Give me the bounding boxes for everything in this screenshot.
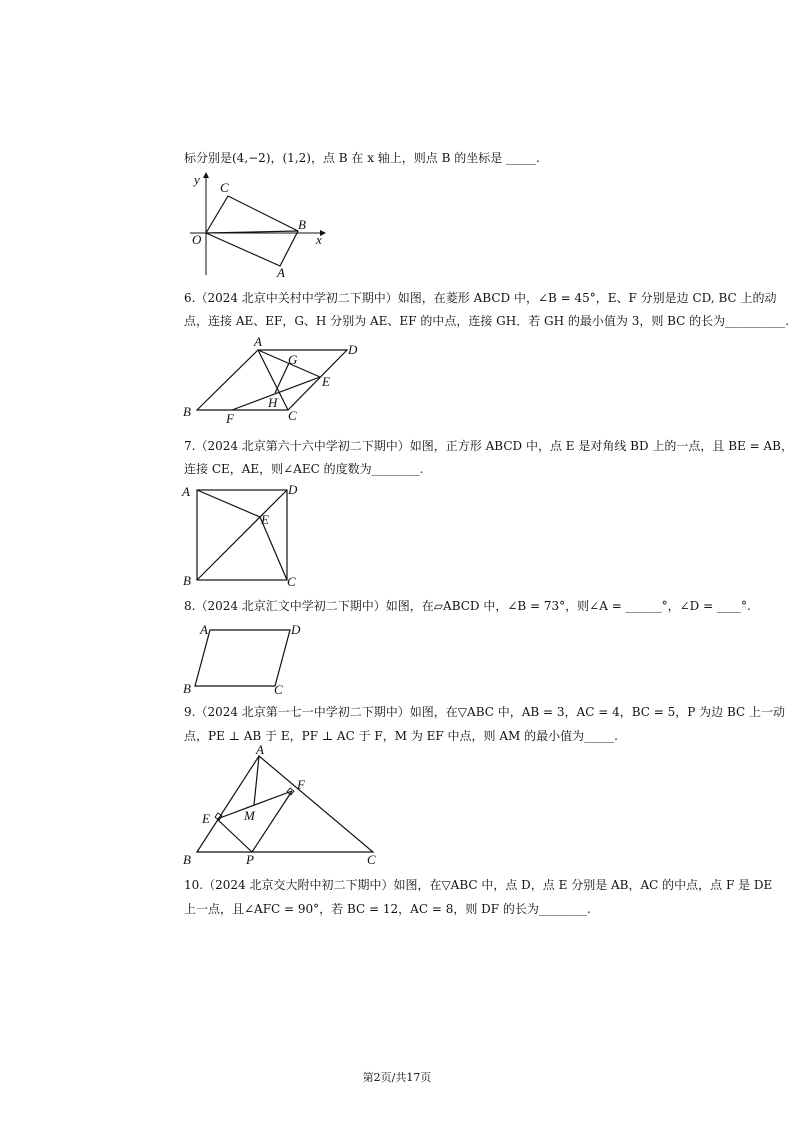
label-B: B bbox=[183, 573, 191, 588]
label-G: G bbox=[288, 352, 298, 367]
label-A: A bbox=[200, 622, 208, 637]
label-C: C bbox=[220, 180, 229, 195]
label-x: x bbox=[316, 232, 322, 247]
label-M: M bbox=[244, 808, 255, 823]
label-C: C bbox=[367, 852, 376, 867]
q7-line2: 连接 CE，AE，则∠AEC 的度数为________. bbox=[184, 462, 424, 476]
q9-line2: 点，PE ⊥ AB 于 E，PF ⊥ AC 于 F，M 为 EF 中点，则 AM 的最小值为_____. bbox=[184, 729, 618, 743]
label-C: C bbox=[288, 408, 297, 423]
q7-line1: 7.（2024 北京第六十六中学初二下期中）如图，正方形 ABCD 中，点 E 是对角线 BD 上的一点，且 BE = AB， bbox=[184, 439, 793, 453]
q5-figure bbox=[180, 170, 340, 280]
label-y: y bbox=[194, 172, 200, 187]
label-A: A bbox=[277, 265, 285, 280]
q10-line2: 上一点，且∠AFC = 90°，若 BC = 12，AC = 8，则 DF 的长为________. bbox=[184, 902, 591, 916]
label-D: D bbox=[291, 622, 301, 637]
q5-text: 标分别是(4,−2)，(1,2)，点 B 在 x 轴上，则点 B 的坐标是 _____. bbox=[184, 151, 540, 165]
label-A: A bbox=[254, 334, 262, 349]
label-C: C bbox=[274, 682, 283, 697]
label-B: B bbox=[183, 404, 191, 419]
q6-figure bbox=[180, 336, 380, 428]
label-P: P bbox=[246, 852, 254, 867]
label-A: A bbox=[182, 484, 190, 499]
q6-line2: 点，连接 AE、EF，G、H 分别为 AE、EF 的中点，连接 GH．若 GH 的最小值为 3，则 BC 的长为__________. bbox=[184, 314, 789, 328]
q10-line1: 10.（2024 北京交大附中初二下期中）如图，在▽ABC 中，点 D，点 E 分别是 AB，AC 的中点，点 F 是 DE bbox=[184, 878, 773, 892]
label-E: E bbox=[202, 811, 210, 826]
label-F: F bbox=[297, 777, 305, 792]
label-D: D bbox=[288, 482, 298, 497]
q8-line1: 8.（2024 北京汇文中学初二下期中）如图，在▱ABCD 中，∠B = 73°，则∠A = ______°，∠D = ____°. bbox=[184, 599, 751, 613]
label-H: H bbox=[268, 395, 278, 410]
label-D: D bbox=[348, 342, 358, 357]
q9-line1: 9.（2024 北京第一七一中学初二下期中）如图，在▽ABC 中，AB = 3，AC = 4，BC = 5，P 为边 BC 上一动 bbox=[184, 705, 785, 719]
label-O: O bbox=[192, 232, 202, 247]
label-A: A bbox=[256, 742, 264, 757]
label-E: E bbox=[261, 512, 269, 527]
q9-figure bbox=[180, 742, 390, 868]
label-E: E bbox=[322, 374, 330, 389]
label-C: C bbox=[287, 574, 296, 589]
label-B: B bbox=[183, 681, 191, 696]
label-F: F bbox=[226, 411, 234, 426]
q7-figure bbox=[180, 480, 310, 590]
label-B: B bbox=[183, 852, 191, 867]
q6-line1: 6.（2024 北京中关村中学初二下期中）如图，在菱形 ABCD 中，∠B = 45°，E、F 分别是边 CD, BC 上的动 bbox=[184, 291, 777, 305]
label-B: B bbox=[298, 217, 306, 232]
q8-figure bbox=[180, 618, 320, 698]
page-footer: 第2页/共17页 bbox=[362, 1071, 432, 1084]
